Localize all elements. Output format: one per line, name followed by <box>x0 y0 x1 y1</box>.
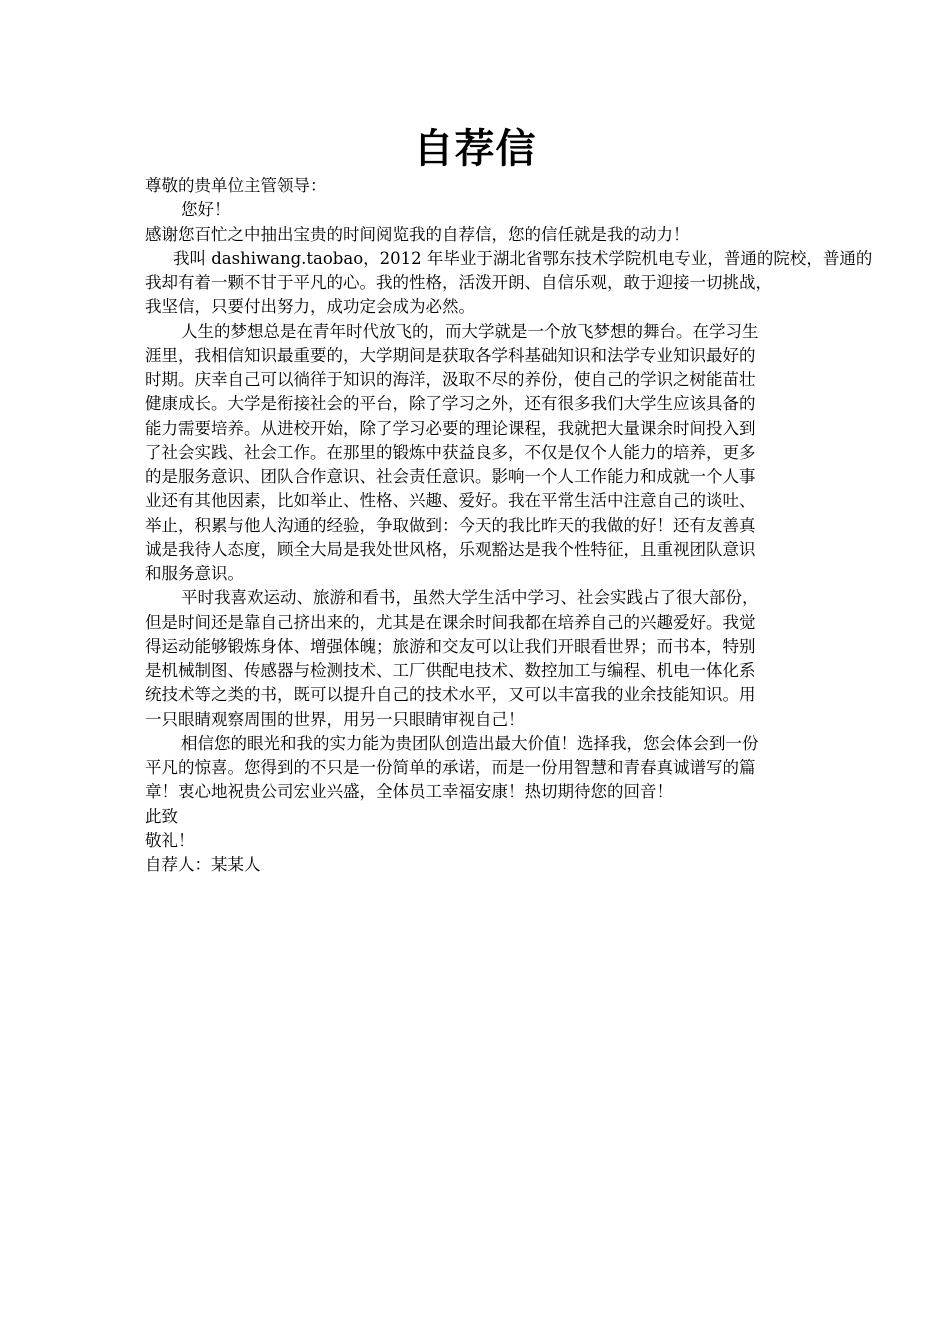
letter-line: 章！衷心地祝贵公司宏业兴盛，全体员工幸福安康！热切期待您的回音！ <box>145 782 673 802</box>
letter-line: 得运动能够锻炼身体、增强体魄；旅游和交友可以让我们开眼看世界；而书本，特别 <box>145 636 756 656</box>
letter-line: 我却有着一颗不甘于平凡的心。我的性格，活泼开朗、自信乐观，敢于迎接一切挑战， <box>145 273 772 292</box>
letter-line: 诚是我待人态度，顾全大局是我处世风格，乐观豁达是我个性特征，且重视团队意识 <box>145 539 756 559</box>
letter-line: 我坚信，只要付出努力，成功定会成为必然。 <box>145 297 475 317</box>
letter-line: 但是时间还是靠自己挤出来的，尤其是在课余时间我都在培养自己的兴趣爱好。我觉 <box>145 612 756 632</box>
letter-line: 尊敬的贵单位主管领导： <box>145 176 327 195</box>
document-title: 自荐信 <box>413 126 537 172</box>
letter-line: 和服务意识。 <box>145 564 244 583</box>
letter-line: 举止，积累与他人沟通的经验，争取做到：今天的我比昨天的我做的好！还有友善真 <box>145 515 756 535</box>
letter-line: 是机械制图、传感器与检测技术、工厂供配电技术、数控加工与编程、机电一体化系 <box>145 661 756 680</box>
letter-line: 的是服务意识、团队合作意识、社会责任意识。影响一个人工作能力和成就一个人事 <box>145 467 756 486</box>
letter-line: 涯里，我相信知识最重要的，大学期间是获取各学科基础知识和法学专业知识最好的 <box>145 345 756 365</box>
letter-line: 此致 <box>145 806 178 826</box>
letter-line: 平时我喜欢运动、旅游和看书，虽然大学生活中学习、社会实践占了很大部份， <box>181 588 759 608</box>
letter-line: 业还有其他因素，比如举止、性格、兴趣、爱好。我在平常生活中注意自己的谈吐、 <box>145 491 756 511</box>
letter-line: 我叫 dashiwang.taobao，2012 年毕业于湖北省鄂东技术学院机电专业，普通的院校，普通的 <box>173 248 873 268</box>
letter-line: 人生的梦想总是在青年时代放飞的，而大学就是一个放飞梦想的舞台。在学习生 <box>181 321 759 341</box>
letter-line: 敬礼！ <box>145 830 195 850</box>
letter-line: 相信您的眼光和我的实力能为贵团队创造出最大价值！选择我，您会体会到一份 <box>181 733 759 753</box>
letter-line: 感谢您百忙之中抽出宝贵的时间阅览我的自荐信，您的信任就是我的动力！ <box>145 224 690 244</box>
letter-line: 统技术等之类的书，既可以提升自己的技术水平，又可以丰富我的业余技能知识。用 <box>145 685 756 705</box>
letter-line: 能力需要培养。从进校开始，除了学习必要的理论课程，我就把大量课余时间投入到 <box>145 418 756 438</box>
letter-line: 了社会实践、社会工作。在那里的锻炼中获益良多，不仅是仅个人能力的培养，更多 <box>145 442 756 462</box>
letter-line: 自荐人：某某人 <box>145 855 261 874</box>
letter-line: 平凡的惊喜。您得到的不只是一份简单的承诺，而是一份用智慧和青春真诚谱写的篇 <box>145 758 756 777</box>
letter-line: 时期。庆幸自己可以徜徉于知识的海洋，汲取不尽的养份，使自己的学识之树能苗壮 <box>145 370 756 389</box>
letter-line: 一只眼睛观察周围的世界，用另一只眼睛审视自己！ <box>145 709 525 729</box>
letter-line: 您好！ <box>181 200 231 220</box>
letter-line: 健康成长。大学是衔接社会的平台，除了学习之外，还有很多我们大学生应该具备的 <box>145 394 756 414</box>
